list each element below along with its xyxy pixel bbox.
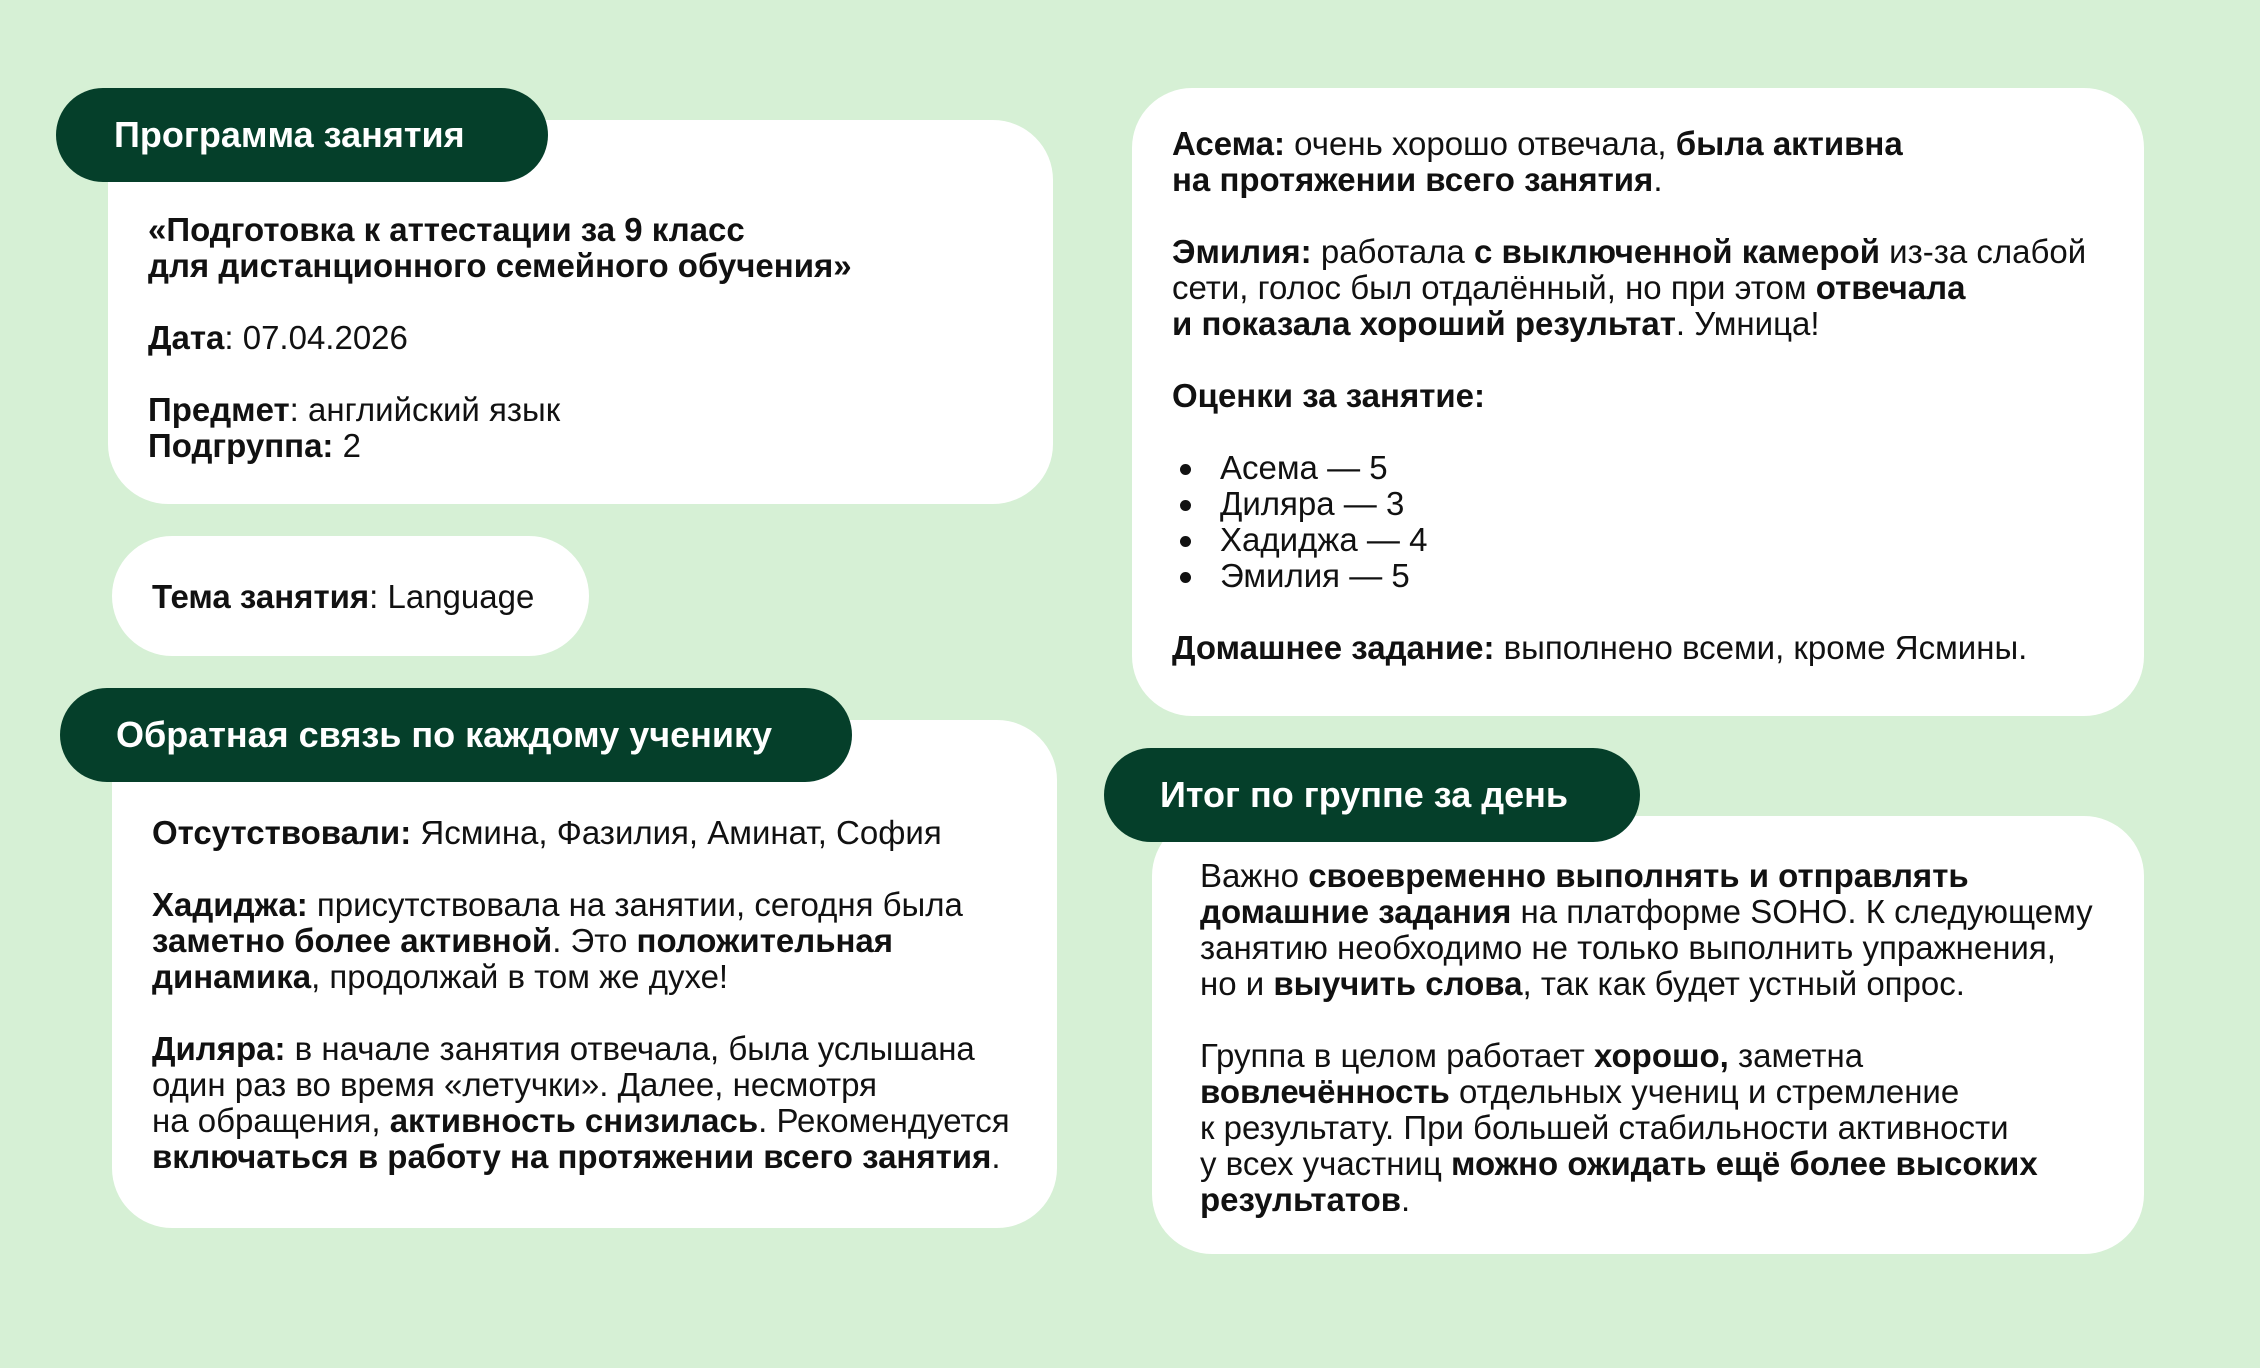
topic-value: : Language — [369, 578, 535, 615]
emilia-emphasis: и показала хороший результат — [1172, 305, 1676, 342]
program-title — [148, 212, 1028, 284]
homework-value: выполнено всеми, кроме Ясмины. — [1494, 629, 2028, 666]
summary-header — [1104, 748, 1640, 842]
asema-emphasis: на протяжении всего занятия — [1172, 161, 1654, 198]
list-item: Диляра — 3 — [1172, 486, 2122, 522]
khadija-text: . Это — [552, 922, 637, 959]
summary-text: у всех участниц — [1200, 1145, 1452, 1182]
summary-details — [1200, 858, 2130, 1218]
summary-text: Важно — [1200, 857, 1309, 894]
program-date-value: : 07.04.2026 — [224, 319, 408, 356]
absent-label: Отсутствовали: — [152, 814, 412, 851]
program-date-label: Дата — [148, 319, 225, 356]
asema-emphasis: была активна — [1675, 125, 1903, 162]
summary-text: к результату. При большей стабильности активности — [1200, 1109, 2009, 1146]
absent-value: Ясмина, Фазилия, Аминат, София — [411, 814, 942, 851]
program-date — [148, 320, 1028, 356]
dilyara-emphasis: активность снизилась — [389, 1102, 759, 1139]
summary-text: на платформе SOHO. К следующему — [1511, 893, 2093, 930]
feedback-header-label: Обратная связь по каждому ученику — [116, 714, 773, 755]
summary-text: занятию необходимо не только выполнить упражнения, — [1200, 929, 2056, 966]
khadija-text: присутствовала на занятии, сегодня была — [307, 886, 963, 923]
emilia-emphasis: с выключенной камерой — [1473, 233, 1880, 270]
dilyara-text: . — [991, 1138, 1001, 1175]
summary-emphasis: вовлечённость — [1200, 1073, 1450, 1110]
dilyara-text: на обращения, — [152, 1102, 390, 1139]
khadija-emphasis: положительная — [636, 922, 894, 959]
feedback-dilyara — [152, 1031, 1042, 1175]
summary-paragraph-1 — [1200, 858, 2130, 1002]
program-title-line1: «Подготовка к аттестации за 9 класс — [148, 211, 745, 248]
khadija-emphasis: динамика — [152, 958, 312, 995]
list-item: Эмилия — 5 — [1172, 558, 2122, 594]
program-header-label: Программа занятия — [114, 114, 465, 155]
grades-heading — [1172, 378, 2122, 414]
list-item: Асема — 5 — [1172, 450, 2122, 486]
students-details — [1172, 126, 2122, 666]
topic-label: Тема занятия — [152, 578, 370, 615]
feedback-khadija — [152, 887, 1042, 995]
summary-emphasis: своевременно выполнять и отправлять — [1308, 857, 1969, 894]
emilia-text: сети, голос был отдалённый, но при этом — [1172, 269, 1816, 306]
summary-emphasis: можно ожидать ещё более высоких — [1451, 1145, 2038, 1182]
homework-label: Домашнее задание: — [1172, 629, 1495, 666]
dilyara-text: один раз во время «летучки». Далее, несмотря — [152, 1066, 877, 1103]
emilia-text: . Умница! — [1675, 305, 1820, 342]
dilyara-text: . Рекомендуется — [758, 1102, 1010, 1139]
summary-text: Группа в целом работает — [1200, 1037, 1594, 1074]
feedback-asema — [1172, 126, 2122, 198]
feedback-header — [60, 688, 852, 782]
list-item: Хадиджа — 4 — [1172, 522, 2122, 558]
khadija-name: Хадиджа: — [152, 886, 308, 923]
program-details — [148, 212, 1028, 464]
dilyara-text: в начале занятия отвечала, была услышана — [285, 1030, 975, 1067]
asema-text: очень хорошо отвечала, — [1285, 125, 1676, 162]
summary-text: заметна — [1728, 1037, 1864, 1074]
feedback-emilia — [1172, 234, 2122, 342]
khadija-emphasis: заметно более активной — [152, 922, 553, 959]
summary-header-label: Итог по группе за день — [1160, 774, 1568, 815]
asema-name: Асема: — [1172, 125, 1285, 162]
summary-paragraph-2 — [1200, 1038, 2130, 1218]
summary-text: отдельных учениц и стремление — [1449, 1073, 1960, 1110]
emilia-name: Эмилия: — [1172, 233, 1312, 270]
summary-text: , так как будет устный опрос. — [1522, 965, 1965, 1002]
emilia-emphasis: отвечала — [1815, 269, 1966, 306]
summary-emphasis: выучить слова — [1273, 965, 1523, 1002]
feedback-absent — [152, 815, 1042, 851]
summary-emphasis: результатов — [1200, 1181, 1402, 1218]
program-subject — [148, 392, 1028, 464]
grades-list — [1172, 450, 2122, 594]
program-subject-value: : английский язык — [289, 391, 561, 428]
program-title-line2: для дистанционного семейного обучения» — [148, 247, 852, 284]
emilia-text: из-за слабой — [1879, 233, 2087, 270]
emilia-text: работала — [1311, 233, 1474, 270]
khadija-text: , продолжай в том же духе! — [311, 958, 729, 995]
program-header — [56, 88, 548, 182]
dilyara-name: Диляра: — [152, 1030, 286, 1067]
feedback-details — [152, 815, 1042, 1175]
summary-text: но и — [1200, 965, 1274, 1002]
asema-text: . — [1653, 161, 1663, 198]
topic-line — [152, 579, 582, 615]
homework-line — [1172, 630, 2122, 666]
summary-emphasis: домашние задания — [1200, 893, 1512, 930]
grades-label: Оценки за занятие: — [1172, 377, 1486, 414]
program-subgroup-value: 2 — [333, 427, 361, 464]
dilyara-emphasis: включаться в работу на протяжении всего занятия — [152, 1138, 992, 1175]
summary-emphasis: хорошо, — [1593, 1037, 1729, 1074]
program-subject-label: Предмет — [148, 391, 290, 428]
summary-text: . — [1401, 1181, 1411, 1218]
program-subgroup-label: Подгруппа: — [148, 427, 334, 464]
